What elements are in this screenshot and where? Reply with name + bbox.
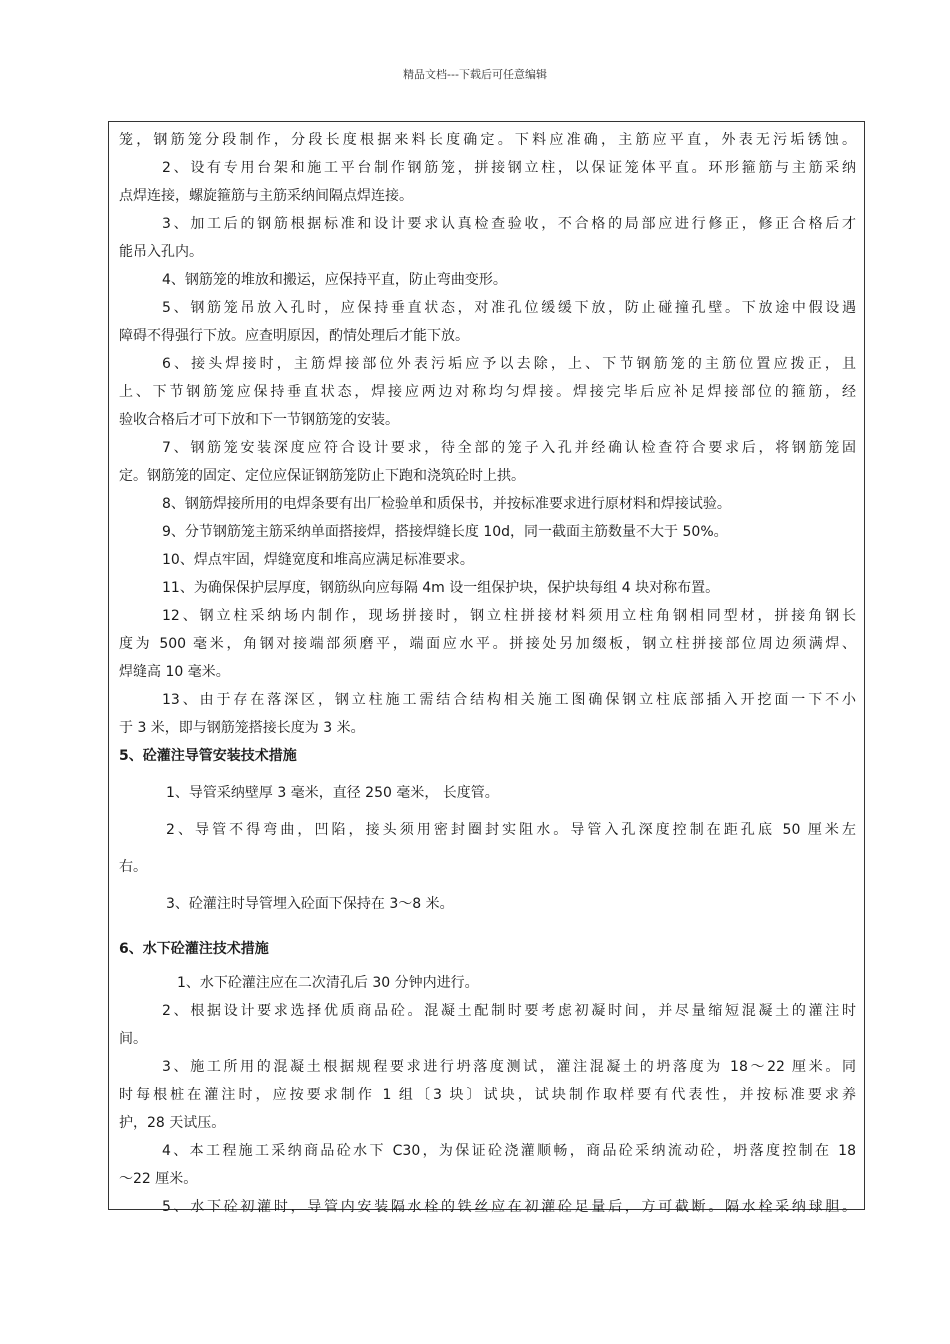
- text-line: 焊缝高 10 毫米。: [119, 664, 230, 680]
- text-line: 4、钢筋笼的堆放和搬运，应保持平直，防止弯曲变形。: [162, 272, 507, 288]
- text-line: ～22 厘米。: [119, 1171, 198, 1187]
- text-line: 5、水下砼初灌时，导管内安装隔水栓的铁丝应在初灌砼足量后，方可截断。隔水栓采纳球胆。: [162, 1199, 856, 1215]
- text-line: 时每根桩在灌注时，应按要求制作 1 组〔3 块〕试块，试块制作取样要有代表性，并按标准要求养: [119, 1087, 856, 1103]
- content-table-cell: [108, 121, 865, 1215]
- text-line: 13、由于存在落深区，钢立柱施工需结合结构相关施工图确保钢立柱底部插入开挖面一下不小: [162, 692, 856, 708]
- text-line: 笼，钢筋笼分段制作，分段长度根据来料长度确定。下料应准确，主筋应平直，外表无污垢锈蚀。: [119, 132, 856, 148]
- text-line: 能吊入孔内。: [119, 244, 203, 260]
- text-line: 2、设有专用台架和施工平台制作钢筋笼，拼接钢立柱，以保证笼体平直。环形箍筋与主筋采纳: [162, 160, 856, 176]
- text-line: 11、为确保保护层厚度，钢筋纵向应每隔 4m 设一组保护块，保护块每组 4 块对称布置。: [162, 580, 720, 596]
- text-line: 上、下节钢筋笼应保持垂直状态，焊接应两边对称均匀焊接。焊接完毕后应补足焊接部位的箍筋，经: [119, 384, 856, 400]
- text-line: 2、根据设计要求选择优质商品砼。混凝土配制时要考虑初凝时间，并尽量缩短混凝土的灌注时: [162, 1003, 856, 1019]
- text-line: 4、本工程施工采纳商品砼水下 C30，为保证砼浇灌顺畅，商品砼采纳流动砼，坍落度控制在 18: [162, 1143, 856, 1159]
- document-body: [119, 126, 856, 1221]
- text-line: 间。: [119, 1031, 147, 1047]
- page-header: 精品文档---下载后可任意编辑: [403, 68, 547, 81]
- text-line: 12、钢立柱采纳场内制作，现场拼接时，钢立柱拼接材料须用立柱角钢相同型材，拼接角钢长: [162, 608, 856, 624]
- section-heading: 6、水下砼灌注技术措施: [119, 941, 269, 957]
- text-line: 1、水下砼灌注应在二次清孔后 30 分钟内进行。: [177, 975, 479, 991]
- text-line: 护，28 天试压。: [119, 1115, 226, 1131]
- text-line: 1、导管采纳壁厚 3 毫米，直径 250 毫米， 长度管。: [166, 785, 499, 801]
- text-line: 3、砼灌注时导管埋入砼面下保持在 3～8 米。: [166, 896, 454, 912]
- text-line: 验收合格后才可下放和下一节钢筋笼的安装。: [119, 412, 399, 428]
- text-line: 6、接头焊接时，主筋焊接部位外表污垢应予以去除，上、下节钢筋笼的主筋位置应拨正，且: [162, 356, 856, 372]
- text-line: 5、钢筋笼吊放入孔时，应保持垂直状态，对准孔位缓缓下放，防止碰撞孔壁。下放途中假设遇: [162, 300, 856, 316]
- text-line: 右。: [119, 859, 147, 875]
- text-line: 7、钢筋笼安装深度应符合设计要求，待全部的笼子入孔并经确认检查符合要求后，将钢筋笼固: [162, 440, 856, 456]
- text-line: 点焊连接，螺旋箍筋与主筋采纳间隔点焊连接。: [119, 188, 413, 204]
- text-line: 3、施工所用的混凝土根据规程要求进行坍落度测试，灌注混凝土的坍落度为 18～22 厘米。同: [162, 1059, 856, 1075]
- text-line: 3、加工后的钢筋根据标准和设计要求认真检查验收，不合格的局部应进行修正，修正合格后才: [162, 216, 856, 232]
- text-line: 定。钢筋笼的固定、定位应保证钢筋笼防止下跑和浇筑砼时上拱。: [119, 468, 525, 484]
- text-line: 度为 500 毫米，角钢对接端部须磨平，端面应水平。拼接处另加缀板，钢立柱拼接部位周边须满焊、: [119, 636, 856, 652]
- text-line: 障碍不得强行下放。应查明原因，酌情处理后才能下放。: [119, 328, 469, 344]
- text-line: 8、钢筋焊接所用的电焊条要有出厂检验单和质保书，并按标准要求进行原材料和焊接试验。: [162, 496, 731, 512]
- text-line: 于 3 米，即与钢筋笼搭接长度为 3 米。: [119, 720, 365, 736]
- text-line: 9、分节钢筋笼主筋采纳单面搭接焊，搭接焊缝长度 10d，同一截面主筋数量不大于 50%。: [162, 524, 728, 540]
- text-line: 10、焊点牢固，焊缝宽度和堆高应满足标准要求。: [162, 552, 474, 568]
- section-heading: 5、砼灌注导管安装技术措施: [119, 748, 297, 764]
- text-line: 2、导管不得弯曲，凹陷，接头须用密封圈封实阻水。导管入孔深度控制在距孔底 50 厘米左: [166, 822, 856, 838]
